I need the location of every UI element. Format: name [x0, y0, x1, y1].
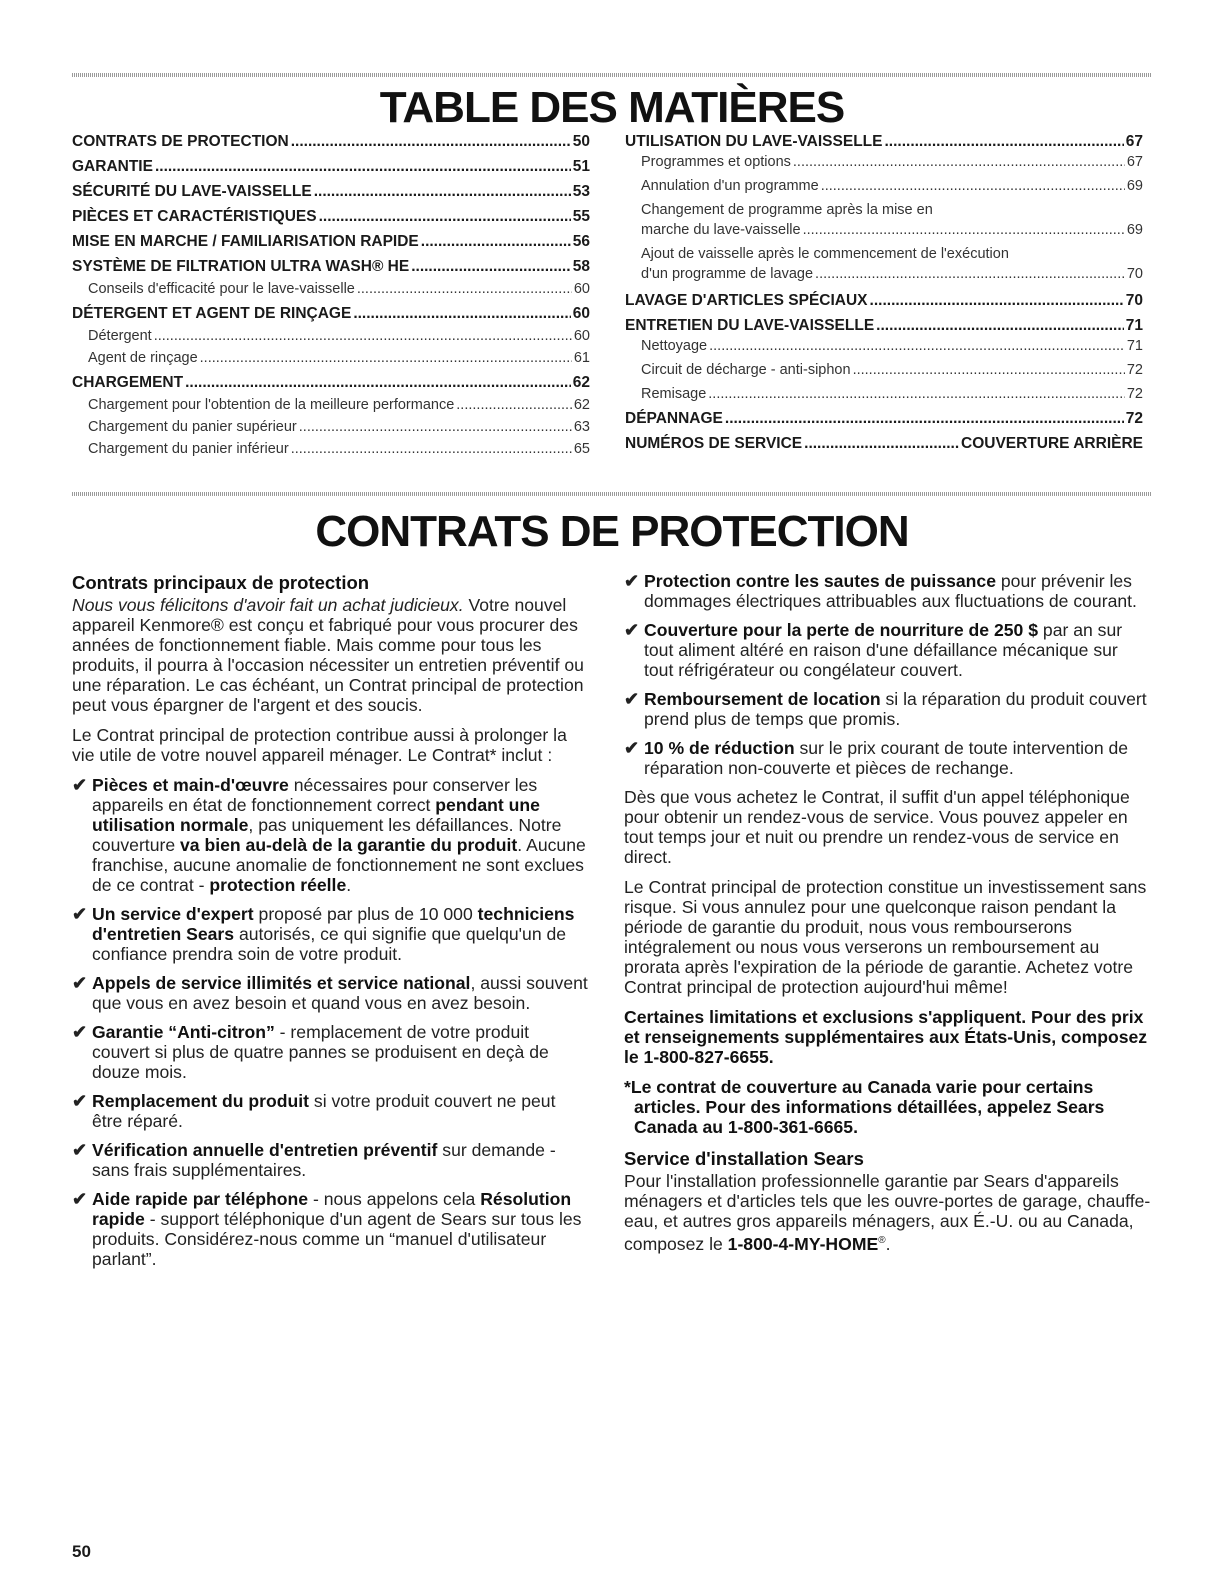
- contrats-left-column: [72, 569, 588, 1278]
- toc-entry[interactable]: Programmes et options ..... 67: [625, 154, 1143, 174]
- toc-entry[interactable]: PIÈCES ET CARACTÉRISTIQUES ..... 55: [72, 208, 590, 229]
- checkmark-icon: ✔: [624, 738, 640, 758]
- toc-entry[interactable]: SÉCURITÉ DU LAVE-VAISSELLE ..... 53: [72, 183, 590, 204]
- toc-right-column: [625, 133, 1143, 456]
- canada-note: *Le contrat de couverture au Canada varie pour certains articles. Pour des informations détaillées, appelez Sears Canada au 1-800-361-6665.: [624, 1077, 1105, 1137]
- installation-paragraph: Pour l'installation professionnelle garantie par Sears d'appareils ménagers et d'articles tels que les ouvre-portes de garage, chauffe-eau, et autres gros appareils ménagers, aux É.-U. ou au Canada, composez le 1-800-4-MY-HOME®.: [624, 1171, 1151, 1254]
- toc-entry[interactable]: DÉPANNAGE ..... 72: [625, 410, 1143, 431]
- page-number: 50: [72, 1542, 91, 1561]
- toc-entry[interactable]: DÉTERGENT ET AGENT DE RINÇAGE ..... 60: [72, 305, 590, 326]
- toc-entry[interactable]: Détergent ..... 60: [72, 328, 590, 348]
- toc-entry[interactable]: SYSTÈME DE FILTRATION ULTRA WASH® HE ..... 58: [72, 258, 590, 279]
- checkmark-icon: ✔: [72, 1091, 88, 1111]
- toc-entry[interactable]: UTILISATION DU LAVE-VAISSELLE ..... 67: [625, 133, 1143, 154]
- checkmark-icon: ✔: [72, 775, 88, 795]
- toc-entry[interactable]: ENTRETIEN DU LAVE-VAISSELLE ..... 71: [625, 317, 1143, 338]
- toc-entry[interactable]: Chargement du panier inférieur ..... 65: [72, 441, 590, 461]
- toc-entry[interactable]: Agent de rinçage ..... 61: [72, 350, 590, 370]
- benefit-item: ✔ Protection contre les sautes de puissance pour prévenir les dommages électriques attribuables aux fluctuations de courant.: [624, 571, 1137, 611]
- checkmark-icon: ✔: [72, 904, 88, 924]
- intro-paragraph: Nous vous félicitons d'avoir fait un achat judicieux. Votre nouvel appareil Kenmore® est conçu et fabriqué pour vous procurer des années de fonctionnement fiable. Mais comme pour tous les produits, il pourra à l'occasion nécessiter un entretien préventif ou une réparation. Le cas échéant, un Contrat principal de protection peut vous épargner de l'argent et des soucis.: [72, 595, 584, 715]
- toc-entry[interactable]: Nettoyage ..... 71: [625, 338, 1143, 358]
- contract-paragraph: Le Contrat principal de protection contribue aussi à prolonger la vie utile de votre nouvel appareil ménager. Le Contrat* inclut :: [72, 725, 567, 765]
- checkmark-icon: ✔: [72, 1140, 88, 1160]
- toc-entry[interactable]: CHARGEMENT ..... 62: [72, 374, 590, 395]
- toc-entry[interactable]: Changement de programme après la mise en marche du lave-vaisselle ..... 69: [625, 202, 1143, 242]
- section-subheading: Contrats principaux de protection: [72, 572, 370, 593]
- benefit-item: ✔ 10 % de réduction sur le prix courant de toute intervention de réparation non-couverte et pièces de rechange.: [624, 738, 1129, 778]
- toc-entry[interactable]: Conseils d'efficacité pour le lave-vaisselle ..... 60: [72, 281, 590, 301]
- middle-divider: [72, 492, 1152, 496]
- top-divider: [72, 73, 1152, 77]
- risk-paragraph: Le Contrat principal de protection constitue un investissement sans risque. Si vous annulez pour une quelconque raison pendant la période de garantie du produit, nous vous rembourserons intégralement ou nous vous verserons un remboursement au prorata après l'expiration de la période de garantie. Achetez votre Contrat principal de protection aujourd'hui même!: [624, 877, 1147, 997]
- toc-entry[interactable]: Chargement pour l'obtention de la meilleure performance ..... 62: [72, 397, 590, 417]
- toc-left-column: [72, 133, 590, 461]
- benefit-item: ✔ Couverture pour la perte de nourriture de 250 $ par an sur tout aliment altéré en raison d'une défaillance mécanique sur tout réfrigérateur ou congélateur couvert.: [624, 620, 1123, 680]
- toc-entry[interactable]: Circuit de décharge - anti-siphon ..... 72: [625, 362, 1143, 382]
- installation-heading: Service d'installation Sears: [624, 1148, 864, 1169]
- benefit-item: ✔ Pièces et main-d'œuvre nécessaires pour conserver les appareils en état de fonctionnement correct pendant une utilisation normale, pas uniquement les défaillances. Notre couverture va bien au-delà de la garantie du produit. Aucune franchise, aucune anomalie de fonctionnement ne sont exclues de ce contrat - protection réelle.: [72, 775, 586, 895]
- checkmark-icon: ✔: [624, 571, 640, 591]
- toc-entry[interactable]: LAVAGE D'ARTICLES SPÉCIAUX ..... 70: [625, 292, 1143, 313]
- checkmark-icon: ✔: [72, 1189, 88, 1209]
- contrats-right-column: [624, 571, 1152, 1264]
- benefit-item: ✔ Appels de service illimités et service national, aussi souvent que vous en avez besoin et quand vous en avez besoin.: [72, 973, 588, 1013]
- service-paragraph: Dès que vous achetez le Contrat, il suffit d'un appel téléphonique pour obtenir un rendez-vous de service. Vous pouvez appeler en tout temps jour et nuit ou prendre un rendez-vous de service en direct.: [624, 787, 1130, 867]
- toc-entry[interactable]: CONTRATS DE PROTECTION ..... 50: [72, 133, 590, 154]
- limitations-note: Certaines limitations et exclusions s'appliquent. Pour des prix et renseignements supplémentaires aux États-Unis, composez le 1-800-827-6655.: [624, 1007, 1148, 1067]
- toc-entry[interactable]: Annulation d'un programme ..... 69: [625, 178, 1143, 198]
- toc-entry[interactable]: MISE EN MARCHE / FAMILIARISATION RAPIDE ..... 56: [72, 233, 590, 254]
- benefit-item: ✔ Remboursement de location si la réparation du produit couvert prend plus de temps que promis.: [624, 689, 1147, 729]
- toc-entry[interactable]: GARANTIE ..... 51: [72, 158, 590, 179]
- toc-title: TABLE DES MATIÈRES: [379, 83, 845, 132]
- benefit-item: ✔ Remplacement du produit si votre produit couvert ne peut être réparé.: [72, 1091, 556, 1131]
- checkmark-icon: ✔: [72, 973, 88, 993]
- benefit-item: ✔ Garantie “Anti-citron” - remplacement de votre produit couvert si plus de quatre pannes se produisent en deçà de douze mois.: [72, 1022, 549, 1082]
- checkmark-icon: ✔: [624, 689, 640, 709]
- toc-entry[interactable]: NUMÉROS DE SERVICE ..... COUVERTURE ARRIÈRE: [625, 435, 1143, 456]
- contrats-title: CONTRATS DE PROTECTION: [315, 507, 909, 556]
- checkmark-icon: ✔: [624, 620, 640, 640]
- toc-entry[interactable]: Chargement du panier supérieur ..... 63: [72, 419, 590, 439]
- toc-entry[interactable]: Remisage ..... 72: [625, 386, 1143, 406]
- install-phone: 1-800-4-MY-HOME: [727, 1233, 879, 1254]
- toc-entry[interactable]: Ajout de vaisselle après le commencement de l'exécution d'un programme de lavage ..... 70: [625, 246, 1143, 286]
- checkmark-icon: ✔: [72, 1022, 88, 1042]
- benefit-item: ✔ Vérification annuelle d'entretien préventif sur demande - sans frais supplémentaires.: [72, 1140, 556, 1180]
- benefit-item: ✔ Un service d'expert proposé par plus de 10 000 techniciens d'entretien Sears autorisés, ce qui signifie que quelqu'un de confiance prendra soin de votre produit.: [72, 904, 575, 964]
- benefit-item: ✔ Aide rapide par téléphone - nous appelons cela Résolution rapide - support téléphonique d'un agent de Sears sur tous les produits. Considérez-nous comme un “manuel d'utilisateur parlant”.: [72, 1189, 582, 1269]
